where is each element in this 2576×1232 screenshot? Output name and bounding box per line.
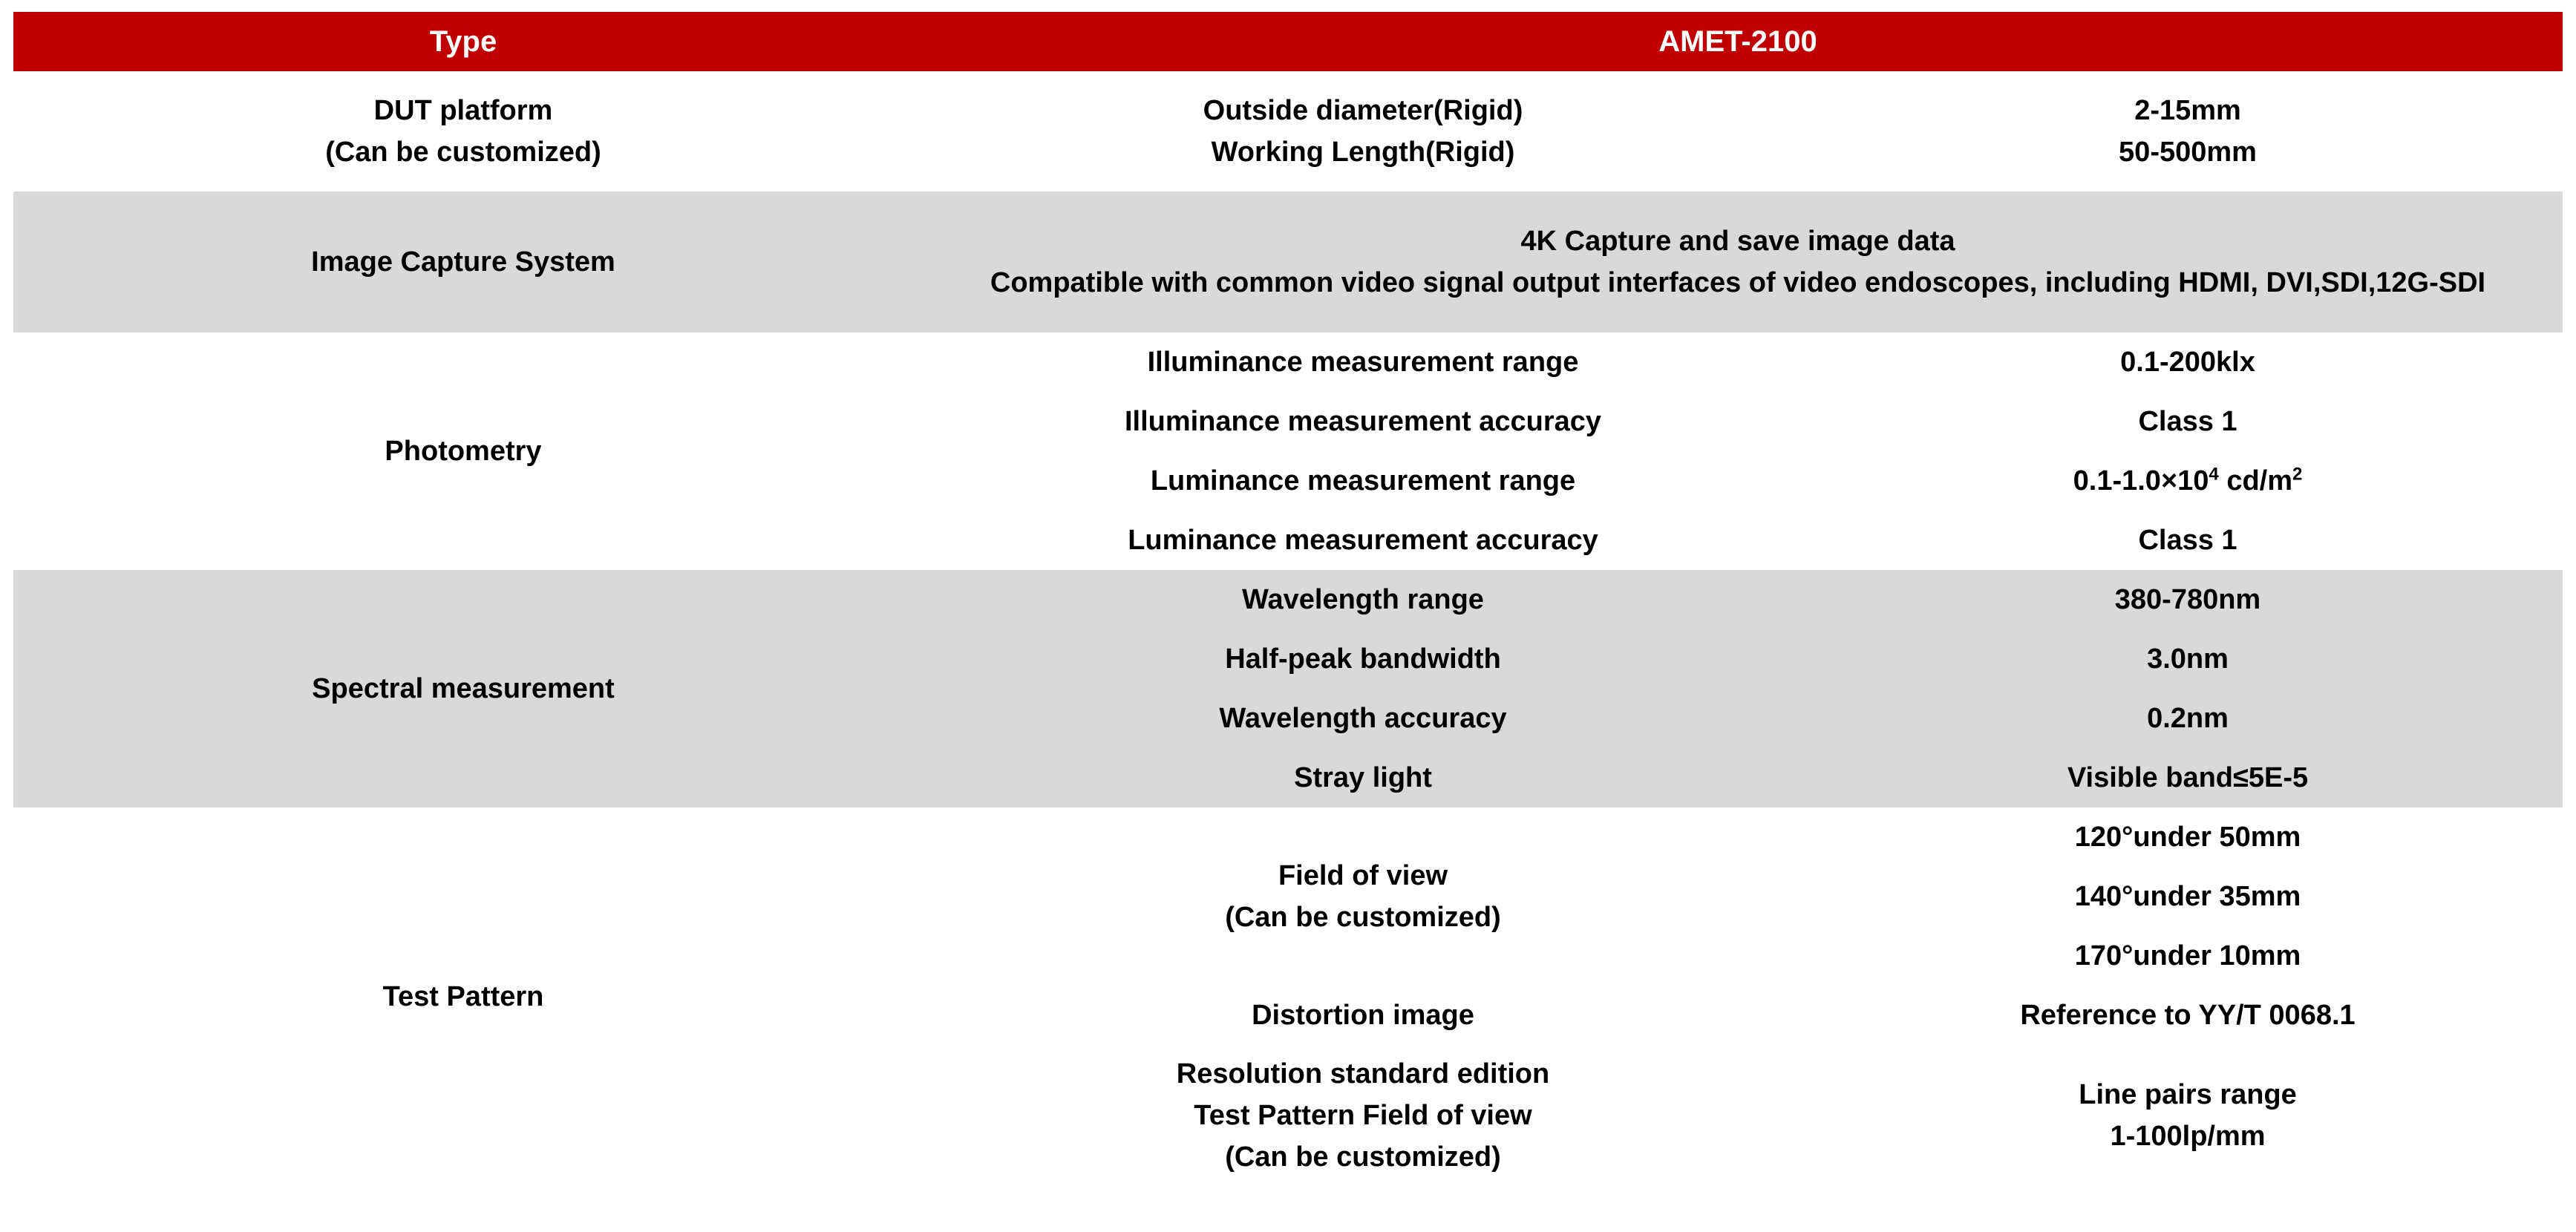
dut-values (1813, 71, 2563, 191)
spectral-value: Visible band≤5E-5 (1813, 748, 2563, 807)
fov-value: 140°under 35mm (2074, 881, 2301, 912)
fov-value: 120°under 50mm (2074, 822, 2301, 853)
dut-label-line2: (Can be customized) (325, 137, 601, 168)
photometry-value: Class 1 (2138, 406, 2237, 437)
resolution-value-line2: 1-100lp/mm (2110, 1121, 2266, 1152)
distortion-param: Distortion image (1252, 1000, 1474, 1031)
image-capture-line1: 4K Capture and save image data (1520, 226, 1955, 257)
spec-sheet (13, 12, 2563, 1186)
image-capture-description (913, 191, 2563, 332)
photometry-param: Illuminance measurement accuracy (1124, 406, 1602, 437)
photometry-param: Luminance measurement accuracy (1128, 525, 1598, 556)
dut-value-line1: 2-15mm (2134, 95, 2241, 126)
spectral-label: Spectral measurement (13, 570, 913, 807)
photometry-row (13, 332, 2563, 392)
spectral-value: 3.0nm (1813, 629, 2563, 689)
luminance-value-unit: cd/m (2218, 465, 2293, 497)
dut-param-line1: Outside diameter(Rigid) (1203, 95, 1523, 126)
test-pattern-label: Test Pattern (382, 981, 544, 1012)
luminance-value-exponent: 4 (2209, 464, 2219, 485)
fov-param-line1: Field of view (1278, 860, 1448, 891)
fov-param-line2: (Can be customized) (1225, 902, 1501, 933)
spectral-value: 380-780nm (1813, 570, 2563, 629)
photometry-param: Illuminance measurement range (1147, 347, 1579, 378)
dut-row (13, 71, 2563, 191)
resolution-param-line2: Test Pattern Field of view (1194, 1100, 1532, 1131)
spectral-value: 0.2nm (1813, 689, 2563, 748)
image-capture-label: Image Capture System (13, 191, 913, 332)
photometry-value: Class 1 (2138, 525, 2237, 556)
luminance-unit-exponent: 2 (2292, 464, 2303, 485)
header-row (13, 12, 2563, 71)
dut-params (913, 71, 1813, 191)
spectral-row (13, 570, 2563, 629)
photometry-value: 0.1-200klx (2120, 347, 2255, 378)
resolution-param-line1: Resolution standard edition (1176, 1058, 1550, 1090)
resolution-param (913, 1045, 1813, 1186)
spectral-param: Wavelength accuracy (913, 689, 1813, 748)
photometry-label: Photometry (385, 436, 542, 467)
spec-table (13, 12, 2563, 1186)
fov-value: 170°under 10mm (2074, 940, 2301, 971)
spectral-param: Half-peak bandwidth (913, 629, 1813, 689)
spectral-param: Stray light (913, 748, 1813, 807)
dut-param-line2: Working Length(Rigid) (1211, 137, 1515, 168)
spectral-param: Wavelength range (913, 570, 1813, 629)
luminance-value-base: 0.1-1.0×10 (2073, 465, 2209, 497)
resolution-value-line1: Line pairs range (2079, 1079, 2297, 1110)
dut-label (13, 71, 913, 191)
dut-label-line1: DUT platform (373, 95, 553, 126)
image-capture-row (13, 191, 2563, 332)
fov-param (913, 807, 1813, 986)
resolution-param-line3: (Can be customized) (1225, 1141, 1501, 1173)
test-pattern-row (13, 807, 2563, 867)
dut-value-line2: 50-500mm (2119, 137, 2257, 168)
photometry-value (1813, 451, 2563, 511)
resolution-value (1813, 1045, 2563, 1186)
header-model: AMET-2100 (913, 12, 2563, 71)
distortion-value: Reference to YY/T 0068.1 (2020, 1000, 2356, 1031)
header-type-label: Type (13, 12, 913, 71)
image-capture-line2: Compatible with common video signal output interfaces of video endoscopes, including HDMI, DVI,SDI,12G-SDI (990, 267, 2486, 298)
photometry-param: Luminance measurement range (1150, 465, 1576, 497)
